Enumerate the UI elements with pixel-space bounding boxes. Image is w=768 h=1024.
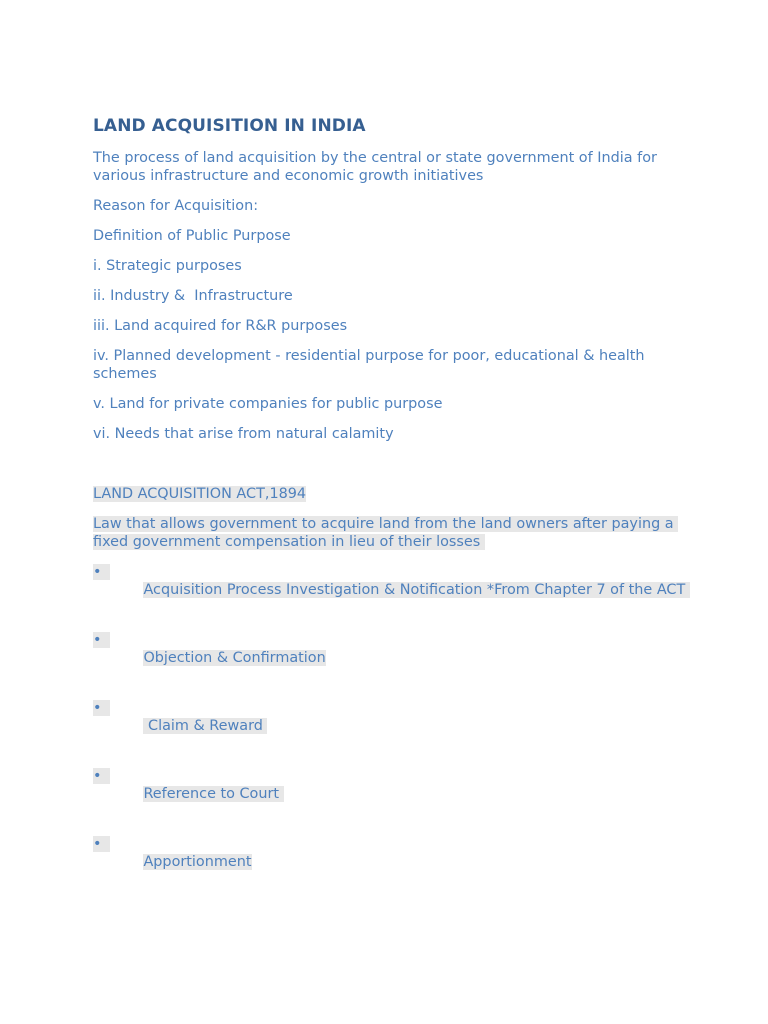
act-heading-text: LAND ACQUISITION ACT,1894 <box>93 486 307 502</box>
purpose-item: iv. Planned development - residential purpose for poor, educational & health schemes <box>93 348 650 382</box>
bullet-icon: • <box>93 835 116 853</box>
purpose-item: i. Strategic purposes <box>93 258 242 274</box>
purpose-item: iii. Land acquired for R&R purposes <box>93 318 348 334</box>
act-description-text: Law that allows government to acquire land from the land owners after paying a fixed government compensation in lieu of their losses <box>93 516 679 550</box>
definition-heading: Definition of Public Purpose <box>93 228 291 244</box>
act-step-item <box>93 767 693 821</box>
bullet-icon: • <box>93 767 116 785</box>
reason-heading: Reason for Acquisition: <box>93 198 259 214</box>
act-step-item <box>93 835 693 889</box>
bullet-icon: • <box>93 699 116 717</box>
intro-paragraph: The process of land acquisition by the central or state government of India for various infrastructure and economic growth initiatives <box>93 150 662 184</box>
bullet-icon: • <box>93 563 116 581</box>
spacer <box>93 455 693 485</box>
act-steps-list <box>93 563 693 889</box>
bullet-icon: • <box>93 631 116 649</box>
document-title: LAND ACQUISITION IN INDIA <box>93 116 366 136</box>
act-step-text: Acquisition Process Investigation & Notification *From Chapter 7 of the ACT <box>143 582 690 598</box>
purpose-item: v. Land for private companies for public purpose <box>93 396 443 412</box>
purpose-item: ii. Industry & Infrastructure <box>93 288 293 304</box>
act-step-text: Objection & Confirmation <box>143 650 326 666</box>
act-step-item <box>93 631 693 685</box>
act-description <box>93 515 693 551</box>
act-step-text: Apportionment <box>143 854 252 870</box>
act-step-text: Claim & Reward <box>143 718 268 734</box>
act-step-text: Reference to Court <box>143 786 284 802</box>
act-step-item <box>93 699 693 753</box>
document-page <box>93 116 693 903</box>
act-step-item <box>93 563 693 617</box>
purpose-item: vi. Needs that arise from natural calamity <box>93 426 394 442</box>
act-heading <box>93 485 693 503</box>
